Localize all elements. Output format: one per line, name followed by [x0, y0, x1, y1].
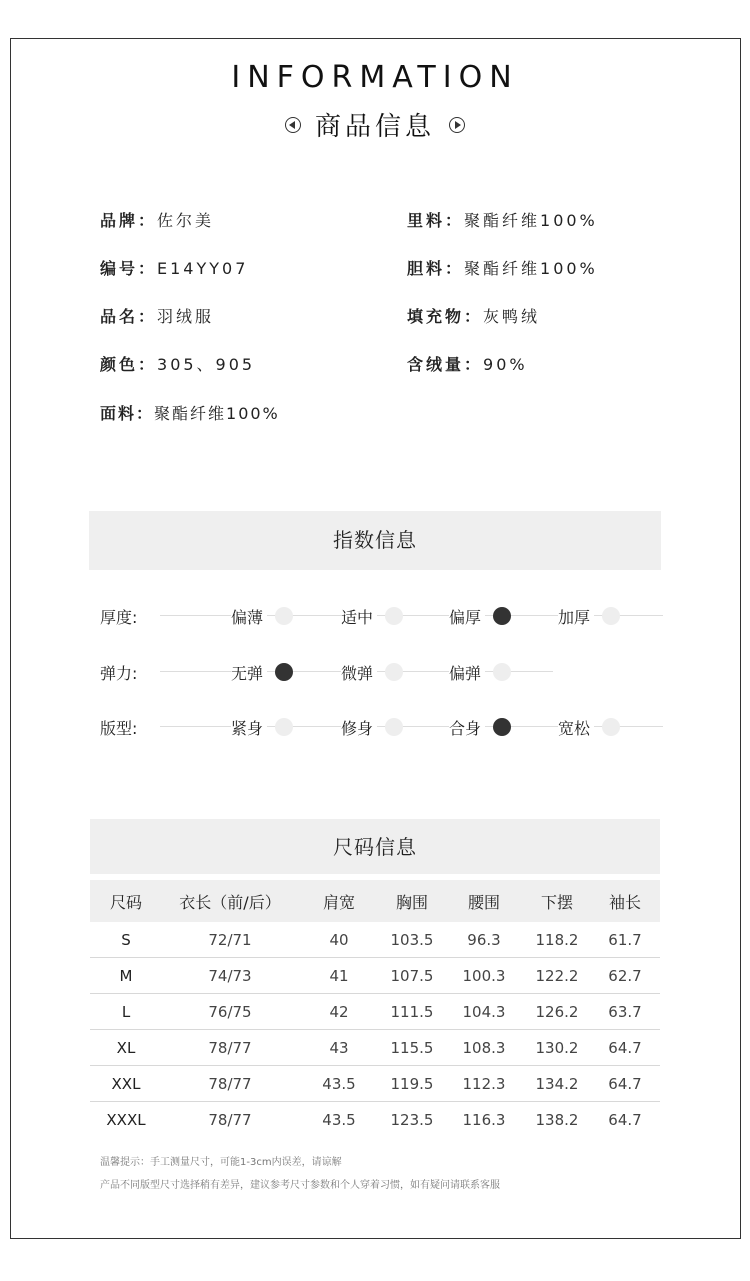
table-cell: 96.3: [444, 922, 524, 958]
size-cell: M: [90, 958, 162, 994]
table-row: [90, 1102, 660, 1138]
table-cell: 104.3: [444, 994, 524, 1030]
index-option: 紧身: [231, 716, 267, 739]
table-row: [90, 1030, 660, 1066]
info-inner: [407, 256, 598, 279]
index-row-label: 版型:: [100, 719, 138, 738]
index-option: 偏厚: [449, 605, 485, 628]
table-cell: 41: [298, 958, 380, 994]
info-inner-label: 胆料：: [407, 259, 465, 278]
info-brand: [100, 208, 214, 231]
table-cell: 103.5: [380, 922, 444, 958]
table-cell: 62.7: [590, 958, 660, 994]
info-brand-label: 品牌：: [100, 211, 158, 230]
table-row: [90, 922, 660, 958]
table-cell: 43.5: [298, 1066, 380, 1102]
left-arrow-icon: [285, 117, 301, 133]
size-cell: L: [90, 994, 162, 1030]
size-table: [90, 880, 660, 1137]
info-inner-value: 聚酯纤维100%: [464, 259, 598, 278]
table-cell: 76/75: [162, 994, 298, 1030]
index-option: 宽松: [558, 716, 594, 739]
note-line-2: 产品不同版型尺寸选择稍有差异，建议参考尺寸参数和个人穿着习惯，如有疑问请联系客服: [100, 1180, 500, 1191]
table-cell: 43.5: [322, 1110, 356, 1129]
table-cell: 115.5: [380, 1030, 444, 1066]
index-dot-selected: [275, 663, 293, 681]
index-option: 无弹: [231, 661, 267, 684]
table-cell: 61.7: [590, 922, 660, 958]
index-section-title: 指数信息: [89, 511, 661, 570]
size-header-cell: 袖长: [590, 880, 660, 922]
table-cell: 123.5: [390, 1110, 434, 1129]
table-cell: 72/71: [162, 922, 298, 958]
table-cell: 112.3: [444, 1066, 524, 1102]
table-row: [90, 994, 660, 1030]
table-cell: 78/77: [208, 1110, 252, 1129]
info-name-value: 羽绒服: [157, 307, 215, 326]
info-code: [100, 256, 248, 279]
index-row-elasticity: [0, 657, 750, 687]
size-cell: XL: [90, 1030, 162, 1066]
index-dot: [275, 607, 293, 625]
table-cell: 64.7: [608, 1110, 642, 1129]
index-row-fit: [0, 712, 750, 742]
index-dot: [493, 663, 511, 681]
index-option: 加厚: [558, 605, 594, 628]
index-dot: [275, 718, 293, 736]
index-option: 偏薄: [231, 605, 267, 628]
info-fabric-label: 面料：: [100, 404, 155, 423]
table-cell: 111.5: [380, 994, 444, 1030]
info-name-label: 品名：: [100, 307, 158, 326]
table-cell: 126.2: [524, 994, 590, 1030]
info-brand-value: 佐尔美: [157, 211, 215, 230]
table-row: [90, 958, 660, 994]
note-line-1: 温馨提示：手工测量尺寸，可能1-3cm内误差，请谅解: [100, 1157, 342, 1168]
info-filling-label: 填充物：: [407, 307, 484, 326]
table-cell: 138.2: [535, 1110, 579, 1129]
index-row-label: 弹力:: [100, 664, 138, 683]
table-cell: 108.3: [444, 1030, 524, 1066]
info-color-value: 305、905: [157, 355, 256, 374]
index-dot-selected: [493, 607, 511, 625]
size-header-cell: 腰围: [444, 880, 524, 922]
table-cell: 78/77: [162, 1066, 298, 1102]
info-down: [407, 352, 528, 375]
index-dot: [602, 718, 620, 736]
size-cell: XXL: [90, 1066, 162, 1102]
info-filling: [407, 304, 540, 327]
right-arrow-icon: [449, 117, 465, 133]
info-lining-value: 聚酯纤维100%: [464, 211, 598, 230]
index-option: 适中: [341, 605, 377, 628]
size-header-cell: 肩宽: [298, 880, 380, 922]
size-header-cell: 下摆: [524, 880, 590, 922]
index-dot: [602, 607, 620, 625]
info-filling-value: 灰鸭绒: [483, 307, 541, 326]
table-cell: 42: [298, 994, 380, 1030]
info-fabric: [100, 401, 280, 424]
index-row-label: 厚度:: [100, 608, 138, 627]
info-name: [100, 304, 214, 327]
size-header-cell: 尺码: [90, 880, 162, 922]
table-cell: 118.2: [524, 922, 590, 958]
info-color: [100, 352, 255, 375]
table-cell: 43: [298, 1030, 380, 1066]
info-code-value: E14YY07: [157, 259, 249, 278]
info-lining: [407, 208, 598, 231]
table-cell: 40: [298, 922, 380, 958]
title-cn: 商品信息: [314, 112, 435, 142]
table-cell: 64.7: [590, 1066, 660, 1102]
table-cell: 119.5: [380, 1066, 444, 1102]
index-row-thickness: [0, 601, 750, 631]
index-dot: [385, 718, 403, 736]
size-section-title: 尺码信息: [90, 819, 660, 874]
size-header-cell: 衣长（前/后）: [162, 880, 298, 922]
table-cell: 64.7: [590, 1030, 660, 1066]
info-down-label: 含绒量：: [407, 355, 484, 374]
index-option: 微弹: [341, 661, 377, 684]
index-option: 合身: [449, 716, 485, 739]
index-option: 修身: [341, 716, 377, 739]
title-en: INFORMATION: [231, 60, 519, 95]
info-code-label: 编号：: [100, 259, 158, 278]
info-down-value: 90%: [483, 355, 528, 374]
index-dot: [385, 607, 403, 625]
title-cn-row: [0, 106, 750, 143]
table-row: [90, 1066, 660, 1102]
table-cell: 63.7: [590, 994, 660, 1030]
table-cell: 78/77: [162, 1030, 298, 1066]
size-cell: S: [90, 922, 162, 958]
size-table-header: [90, 880, 660, 922]
info-lining-label: 里料：: [407, 211, 465, 230]
table-cell: 74/73: [162, 958, 298, 994]
size-header-cell: 胸围: [380, 880, 444, 922]
index-dot: [385, 663, 403, 681]
info-fabric-value: 聚酯纤维100%: [154, 404, 280, 423]
size-cell: XXXL: [106, 1110, 146, 1129]
table-cell: 116.3: [462, 1110, 506, 1129]
info-color-label: 颜色：: [100, 355, 158, 374]
index-dot-selected: [493, 718, 511, 736]
table-cell: 134.2: [524, 1066, 590, 1102]
table-cell: 100.3: [444, 958, 524, 994]
table-cell: 130.2: [524, 1030, 590, 1066]
index-option: 偏弹: [449, 661, 485, 684]
table-cell: 122.2: [524, 958, 590, 994]
table-cell: 107.5: [380, 958, 444, 994]
